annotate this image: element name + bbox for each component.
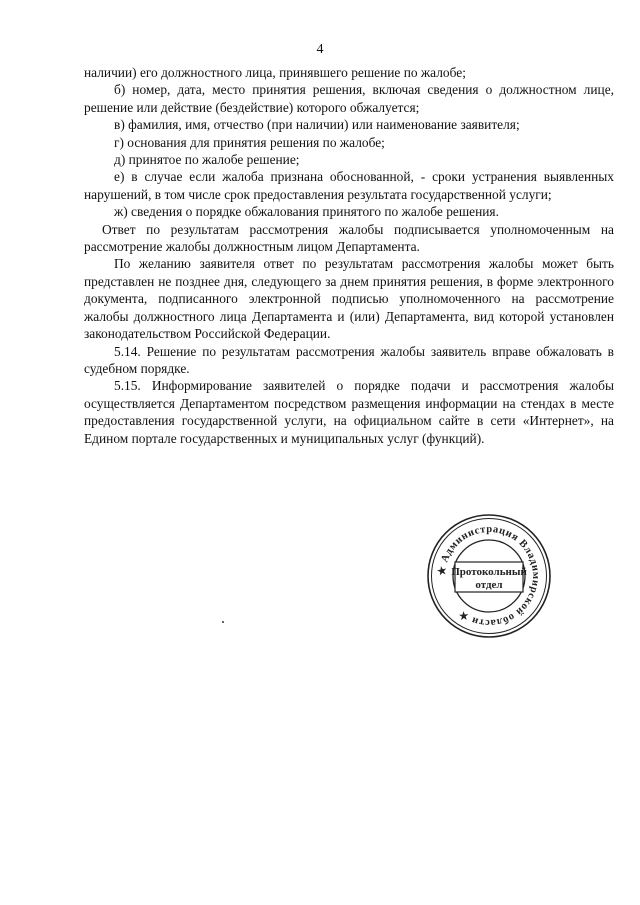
paragraph: е) в случае если жалоба признана обоснованной, - сроки устранения выявленных нарушений, в том числе срок предоставления результата государственной услуги; (84, 169, 614, 202)
page-number: 4 (316, 42, 324, 57)
official-stamp (425, 512, 553, 640)
paragraph: д) принятое по жалобе решение; (114, 152, 300, 168)
document-body (84, 64, 614, 447)
paragraph: в) фамилия, имя, отчество (при наличии) или наименование заявителя; (114, 117, 520, 133)
paragraph: наличии) его должностного лица, принявшего решение по жалобе; (84, 65, 466, 80)
paragraph: 5.15. Информирование заявителей о порядке подачи и рассмотрения жалобы осуществляется Департаментом посредством размещения информации на стендах в месте предоставления государственной услуги, на официальном сайте в сети «Интернет», на Едином портале государственных и муниципальных услуг (функций). (84, 378, 614, 446)
stamp-line-1: Протокольный (451, 566, 527, 578)
scan-speck (222, 621, 224, 623)
paragraph: По желанию заявителя ответ по результатам рассмотрения жалобы может быть представлен не позднее дня, следующего за днем принятия решения, в форме электронного документа, подписанного электронной подписью уполномоченного на рассмотрение жалобы должностного лица Департамента и (или) Департамента, вид которой установлен законодательством Российской Федерации. (84, 256, 614, 342)
stamp-line-2: отдел (475, 579, 503, 591)
stamp-ring-text: ★ Администрация Владимирской области ★ (436, 523, 542, 629)
paragraph: 5.14. Решение по результатам рассмотрения жалобы заявитель вправе обжаловать в судебном порядке. (84, 343, 614, 376)
paragraph: Ответ по результатам рассмотрения жалобы подписывается уполномоченным на рассмотрение жалобы должностным лицом Департамента. (84, 221, 614, 255)
paragraph: б) номер, дата, место принятия решения, включая сведения о должностном лице, решение или действие (бездействие) которого обжалуется; (84, 82, 614, 115)
paragraph: г) основания для принятия решения по жалобе; (114, 134, 385, 150)
paragraph: ж) сведения о порядке обжалования принятого по жалобе решения. (114, 204, 499, 220)
